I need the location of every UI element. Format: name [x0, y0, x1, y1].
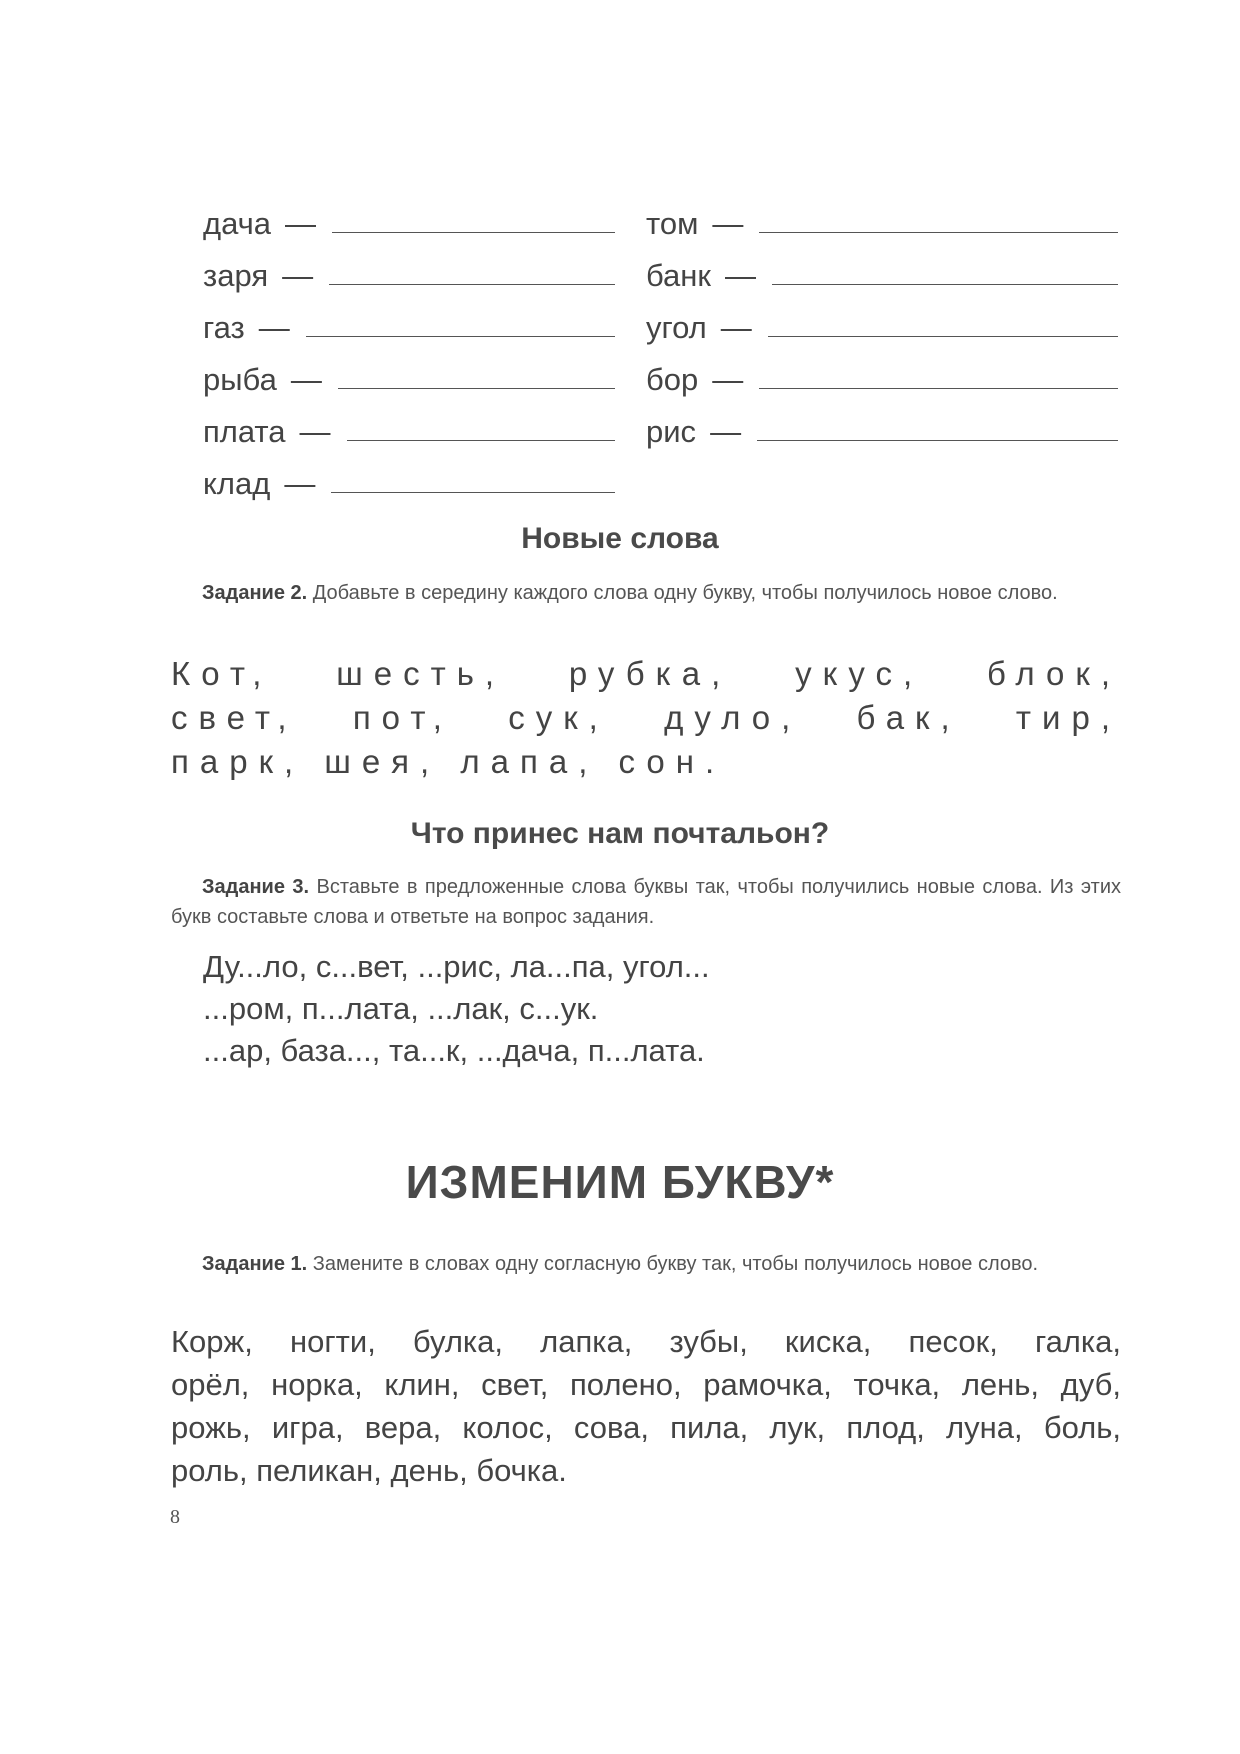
task-text: Добавьте в середину каждого слова одну букву, чтобы получилось новое слово. — [312, 582, 1058, 604]
task-1-words-line: роль, пеликан, день, бочка. — [171, 1453, 567, 1488]
word-pair-row — [203, 343, 615, 395]
answer-line[interactable] — [331, 492, 615, 493]
word: рыба — [203, 362, 277, 397]
word-pair-row — [203, 239, 615, 291]
task-1-words — [171, 1320, 1121, 1492]
dash: — — [258, 310, 290, 345]
word: клад — [203, 466, 271, 501]
word-pairs-left-column — [203, 187, 615, 499]
dash: — — [712, 362, 744, 397]
section-title-new-words: Новые слова — [521, 522, 719, 555]
task-2-words-line: парк, шея, лапа, сон. — [171, 743, 726, 780]
section-title-change-letter: ИЗМЕНИМ БУКВУ* — [405, 1156, 835, 1208]
task-2-instruction — [171, 578, 1121, 608]
task-2-words-line: свет, пот, сук, дуло, бак, тир, — [171, 699, 1121, 736]
task-1-words-line: Корж, ногти, булка, лапка, зубы, киска, песок, галка, — [171, 1324, 1121, 1359]
task-1-words-line: орёл, норка, клин, свет, полено, рамочка, точка, лень, дуб, — [171, 1367, 1121, 1402]
dash: — — [724, 258, 756, 293]
task-text: Замените в словах одну согласную букву так, чтобы получилось новое слово. — [312, 1253, 1039, 1275]
answer-line[interactable] — [757, 440, 1118, 441]
answer-line[interactable] — [338, 388, 615, 389]
answer-line[interactable] — [347, 440, 615, 441]
word: банк — [646, 258, 711, 293]
word-pair-row — [203, 187, 615, 239]
word: том — [646, 206, 699, 241]
task-3-words-line: Ду...ло, с...вет, ...рис, ла...па, угол... — [203, 949, 710, 984]
task-1-instruction — [171, 1249, 1121, 1279]
task-3-words — [203, 946, 1103, 1072]
word: плата — [203, 414, 286, 449]
word: рис — [646, 414, 697, 449]
word: заря — [203, 258, 269, 293]
answer-line[interactable] — [772, 284, 1118, 285]
task-3-instruction — [171, 872, 1121, 932]
task-text: Вставьте в предложенные слова буквы так, чтобы получились новые слова. Из этих букв составьте слова и ответьте на вопрос задания. — [171, 876, 1121, 928]
task-label: Задание 2. — [202, 582, 308, 604]
word: газ — [203, 310, 245, 345]
dash: — — [299, 414, 331, 449]
word-pair-row — [646, 291, 1118, 343]
section-title-postman: Что принес нам почтальон? — [410, 817, 830, 850]
word-pair-row — [646, 395, 1118, 447]
task-label: Задание 3. — [202, 876, 310, 898]
word: угол — [646, 310, 707, 345]
dash: — — [712, 206, 744, 241]
answer-line[interactable] — [759, 388, 1118, 389]
task-3-words-line: ...ар, база..., та...к, ...дача, п...лата. — [203, 1033, 705, 1068]
task-2-words-line: Кот, шесть, рубка, укус, блок, — [171, 655, 1121, 692]
task-3-words-line: ...ром, п...лата, ...лак, с...ук. — [203, 991, 599, 1026]
answer-line[interactable] — [329, 284, 615, 285]
task-1-words-line: рожь, игра, вера, колос, сова, пила, лук, плод, луна, боль, — [171, 1410, 1121, 1445]
page-number: 8 — [170, 1506, 180, 1528]
task-label: Задание 1. — [202, 1253, 308, 1275]
dash: — — [290, 362, 322, 397]
word-pair-row — [203, 395, 615, 447]
word-pairs-right-column — [646, 187, 1118, 447]
dash: — — [284, 466, 316, 501]
answer-line[interactable] — [768, 336, 1118, 337]
answer-line[interactable] — [759, 232, 1118, 233]
word-pair-row — [646, 187, 1118, 239]
word: дача — [203, 206, 272, 241]
word-pair-row — [646, 343, 1118, 395]
dash: — — [282, 258, 314, 293]
answer-line[interactable] — [332, 232, 615, 233]
word-pair-row — [203, 447, 615, 499]
dash: — — [710, 414, 742, 449]
word: бор — [646, 362, 699, 397]
word-pair-row — [646, 239, 1118, 291]
word-pair-row — [203, 291, 615, 343]
dash: — — [285, 206, 317, 241]
answer-line[interactable] — [306, 336, 615, 337]
dash: — — [720, 310, 752, 345]
